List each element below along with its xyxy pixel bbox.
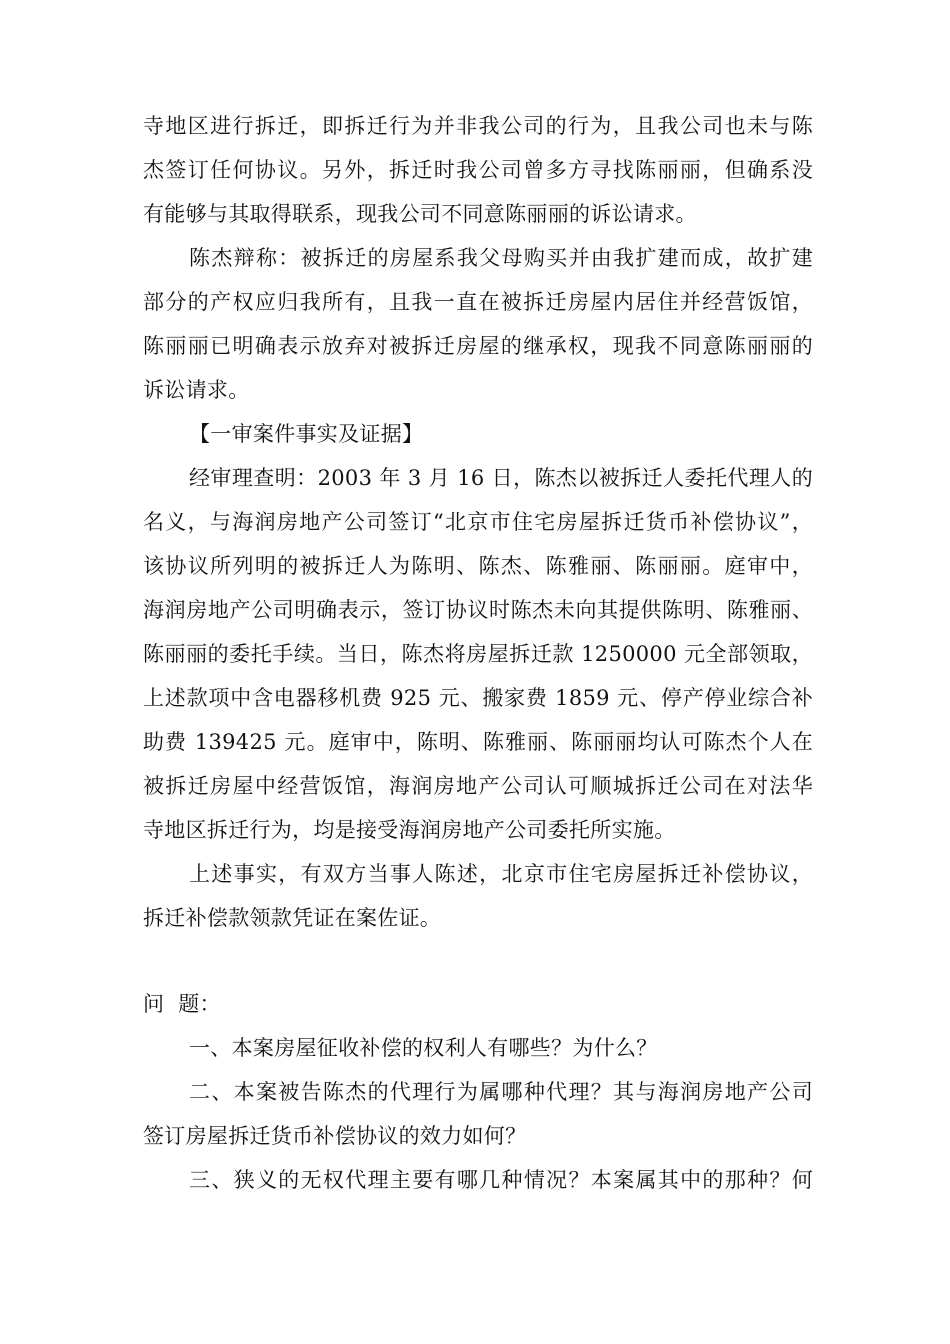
text-line: 经审理查明：2003 年 3 月 16 日，陈杰以被拆迁人委托代理人的 [189, 466, 813, 490]
text-line: 陈丽丽的委托手续。当日，陈杰将房屋拆迁款 1250000 元全部领取， [143, 642, 813, 666]
text-line: 上述款项中含电器移机费 925 元、搬家费 1859 元、停产停业综合补 [143, 686, 813, 710]
text-line: 部分的产权应归我所有，且我一直在被拆迁房屋内居住并经营饭馆， [143, 290, 813, 314]
text-line: 助费 139425 元。庭审中，陈明、陈雅丽、陈丽丽均认可陈杰个人在 [143, 730, 813, 754]
text-line: 寺地区进行拆迁，即拆迁行为并非我公司的行为，且我公司也未与陈 [143, 114, 813, 138]
text-line: 有能够与其取得联系，现我公司不同意陈丽丽的诉讼请求。 [143, 202, 697, 226]
question-item: 三、狭义的无权代理主要有哪几种情况？本案属其中的那种？何 [189, 1168, 813, 1192]
text-line: 拆迁补偿款领款凭证在案佐证。 [143, 906, 442, 930]
text-line: 签订房屋拆迁货币补偿协议的效力如何？ [143, 1124, 527, 1148]
questions-label: 问 题： [143, 992, 221, 1016]
text-line: 上述事实，有双方当事人陈述，北京市住宅房屋拆迁补偿协议， [189, 862, 813, 886]
question-item: 二、本案被告陈杰的代理行为属哪种代理？其与海润房地产公司 [189, 1080, 813, 1104]
text-line: 陈杰辩称：被拆迁的房屋系我父母购买并由我扩建而成，故扩建 [189, 246, 813, 270]
text-line: 被拆迁房屋中经营饭馆，海润房地产公司认可顺城拆迁公司在对法华 [143, 774, 813, 798]
text-line: 名义，与海润房地产公司签订“北京市住宅房屋拆迁货币补偿协议”， [143, 510, 813, 534]
text-line: 海润房地产公司明确表示，签订协议时陈杰未向其提供陈明、陈雅丽、 [143, 598, 813, 622]
text-line: 诉讼请求。 [143, 378, 250, 402]
text-line: 该协议所列明的被拆迁人为陈明、陈杰、陈雅丽、陈丽丽。庭审中， [143, 554, 813, 578]
question-item: 一、本案房屋征收补偿的权利人有哪些？为什么？ [189, 1036, 658, 1060]
text-line: 杰签订任何协议。另外，拆迁时我公司曾多方寻找陈丽丽，但确系没 [143, 158, 813, 182]
section-heading: 【一审案件事实及证据】 [189, 422, 424, 446]
text-line: 陈丽丽已明确表示放弃对被拆迁房屋的继承权，现我不同意陈丽丽的 [143, 334, 813, 358]
text-line: 寺地区拆迁行为，均是接受海润房地产公司委托所实施。 [143, 818, 676, 842]
